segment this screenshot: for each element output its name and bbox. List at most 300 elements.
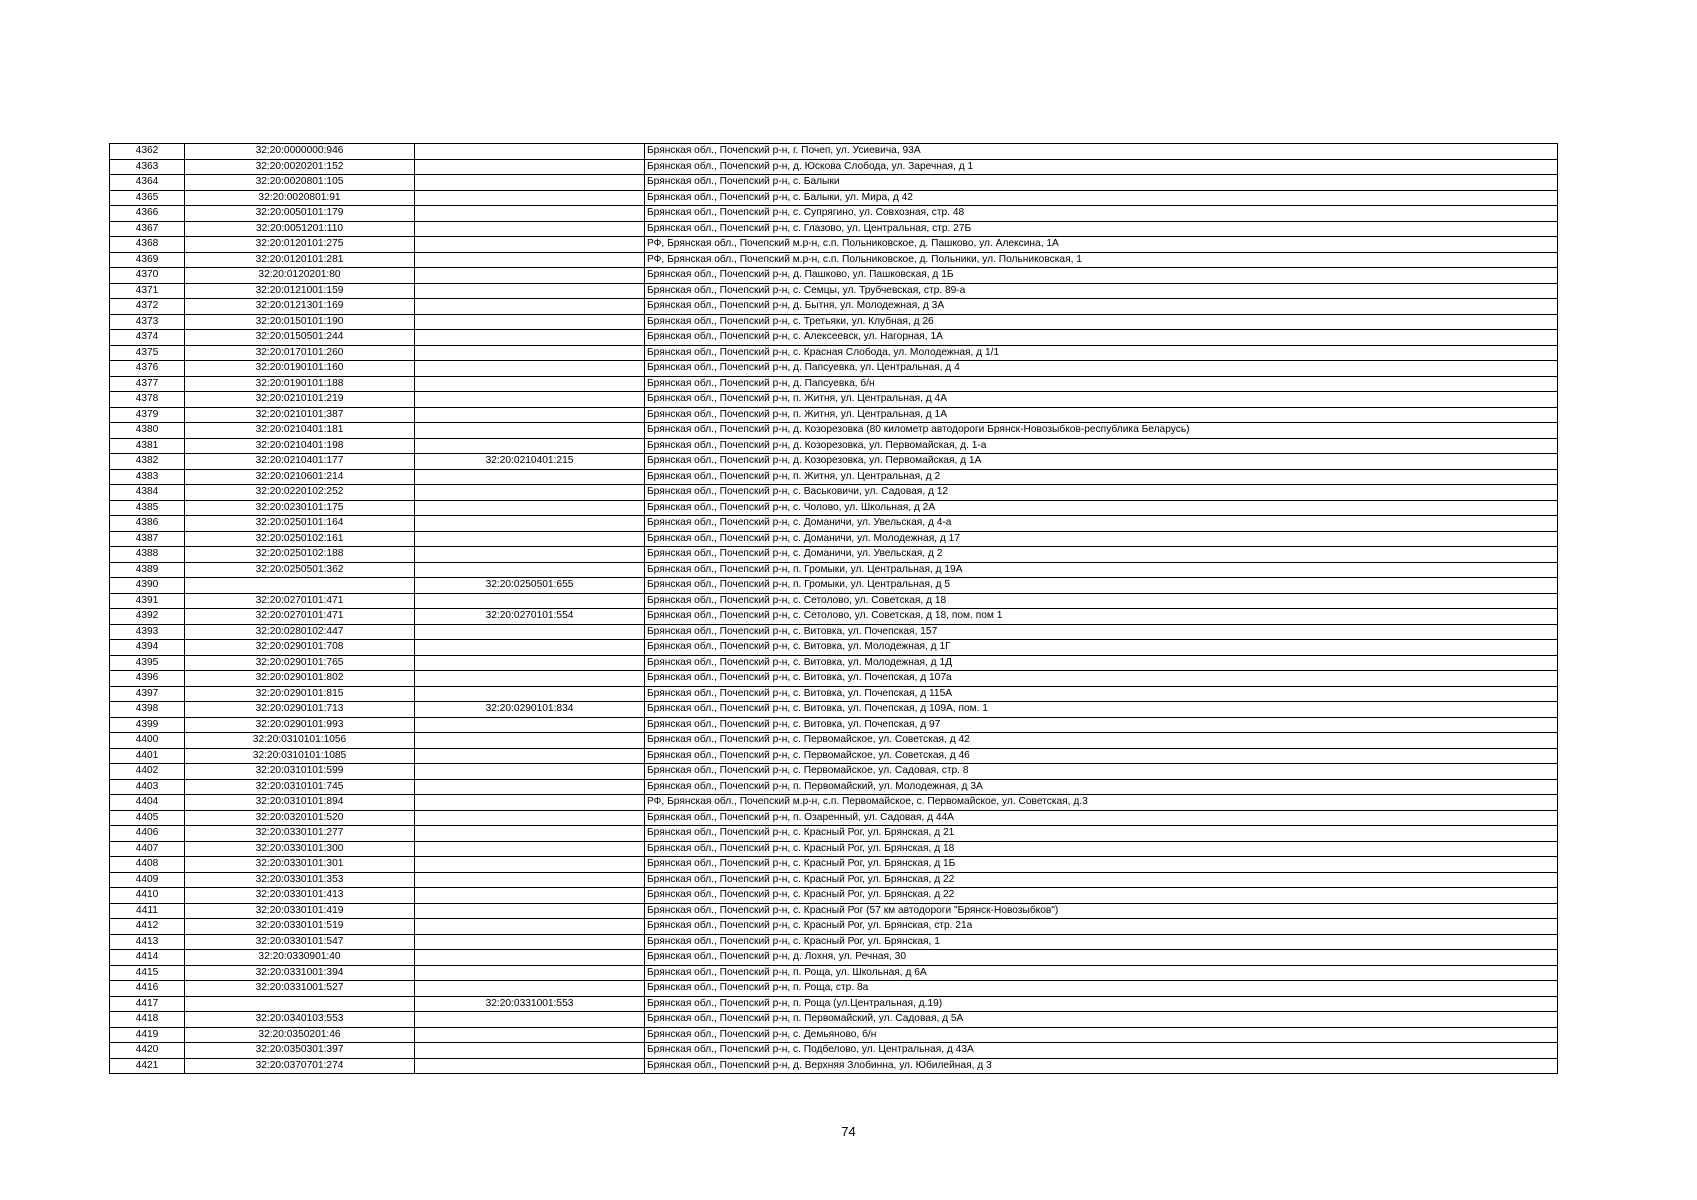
cadastral-number-cell: 32:20:0121301:169 — [185, 299, 415, 315]
cadastral-number-cell: 32:20:0050101:179 — [185, 206, 415, 222]
cadastral-number-cell: 32:20:0121001:159 — [185, 283, 415, 299]
related-cadastral-number-cell — [415, 1058, 645, 1074]
address-cell: Брянская обл., Почепский р-н, п. Житня, ул. Центральная, д 1А — [645, 407, 1558, 423]
address-cell: Брянская обл., Почепский р-н, п. Роща (ул.Центральная, д.19) — [645, 996, 1558, 1012]
table-row — [110, 903, 1558, 919]
table-row — [110, 376, 1558, 392]
related-cadastral-number-cell: 32:20:0331001:553 — [415, 996, 645, 1012]
address-cell: Брянская обл., Почепский р-н, с. Красный Рог, ул. Брянская, д 18 — [645, 841, 1558, 857]
address-cell: Брянская обл., Почепский р-н, с. Алексеевск, ул. Нагорная, 1А — [645, 330, 1558, 346]
cadastral-number-cell: 32:20:0020801:91 — [185, 190, 415, 206]
related-cadastral-number-cell — [415, 345, 645, 361]
address-cell: Брянская обл., Почепский р-н, д. Папсуевка, б/н — [645, 376, 1558, 392]
cadastral-number-cell: 32:20:0220102:252 — [185, 485, 415, 501]
address-cell: Брянская обл., Почепский р-н, с. Подбелово, ул. Центральная, д 43А — [645, 1043, 1558, 1059]
related-cadastral-number-cell — [415, 934, 645, 950]
row-number-cell: 4404 — [110, 795, 185, 811]
cadastral-number-cell: 32:20:0370701:274 — [185, 1058, 415, 1074]
row-number-cell: 4412 — [110, 919, 185, 935]
cadastral-number-cell: 32:20:0331001:394 — [185, 965, 415, 981]
table-row — [110, 872, 1558, 888]
related-cadastral-number-cell — [415, 779, 645, 795]
related-cadastral-number-cell — [415, 500, 645, 516]
cadastral-number-cell: 32:20:0330101:519 — [185, 919, 415, 935]
address-cell: Брянская обл., Почепский р-н, с. Чолово, ул. Школьная, д 2А — [645, 500, 1558, 516]
address-cell: Брянская обл., Почепский р-н, с. Первомайское, ул. Советская, д 46 — [645, 748, 1558, 764]
row-number-cell: 4405 — [110, 810, 185, 826]
address-cell: Брянская обл., Почепский р-н, с. Балыки — [645, 175, 1558, 191]
cadastral-number-cell: 32:20:0051201:110 — [185, 221, 415, 237]
address-cell: Брянская обл., Почепский р-н, с. Красный Рог, ул. Брянская, д 21 — [645, 826, 1558, 842]
table-row — [110, 314, 1558, 330]
cadastral-number-cell: 32:20:0250101:164 — [185, 516, 415, 532]
address-cell: Брянская обл., Почепский р-н, д. Верхняя Злобинна, ул. Юбилейная, д 3 — [645, 1058, 1558, 1074]
cadastral-number-cell: 32:20:0150101:190 — [185, 314, 415, 330]
related-cadastral-number-cell — [415, 531, 645, 547]
address-cell: Брянская обл., Почепский р-н, п. Первомайский, ул. Молодежная, д 3А — [645, 779, 1558, 795]
related-cadastral-number-cell — [415, 190, 645, 206]
related-cadastral-number-cell — [415, 640, 645, 656]
cadastral-number-cell: 32:20:0290101:993 — [185, 717, 415, 733]
address-cell: Брянская обл., Почепский р-н, п. Первомайский, ул. Садовая, д 5А — [645, 1012, 1558, 1028]
row-number-cell: 4391 — [110, 593, 185, 609]
table-row — [110, 438, 1558, 454]
cadastral-number-cell — [185, 996, 415, 1012]
table-row — [110, 1058, 1558, 1074]
address-cell: Брянская обл., Почепский р-н, с. Семцы, ул. Трубчевская, стр. 89-а — [645, 283, 1558, 299]
cadastral-number-cell: 32:20:0230101:175 — [185, 500, 415, 516]
table-row — [110, 345, 1558, 361]
address-cell: Брянская обл., Почепский р-н, с. Витовка, ул. Почепская, 157 — [645, 624, 1558, 640]
property-register-table — [109, 143, 1558, 1074]
row-number-cell: 4397 — [110, 686, 185, 702]
page-number: 74 — [841, 1124, 856, 1139]
related-cadastral-number-cell — [415, 1027, 645, 1043]
row-number-cell: 4371 — [110, 283, 185, 299]
cadastral-number-cell: 32:20:0330101:547 — [185, 934, 415, 950]
cadastral-number-cell: 32:20:0120201:80 — [185, 268, 415, 284]
row-number-cell: 4379 — [110, 407, 185, 423]
related-cadastral-number-cell — [415, 237, 645, 253]
related-cadastral-number-cell — [415, 423, 645, 439]
related-cadastral-number-cell — [415, 144, 645, 160]
related-cadastral-number-cell — [415, 686, 645, 702]
related-cadastral-number-cell — [415, 1043, 645, 1059]
address-cell: Брянская обл., Почепский р-н, с. Красный Рог, ул. Брянская, 1 — [645, 934, 1558, 950]
row-number-cell: 4392 — [110, 609, 185, 625]
address-cell: Брянская обл., Почепский р-н, с. Супрягино, ул. Совхозная, стр. 48 — [645, 206, 1558, 222]
row-number-cell: 4382 — [110, 454, 185, 470]
row-number-cell: 4408 — [110, 857, 185, 873]
related-cadastral-number-cell: 32:20:0210401:215 — [415, 454, 645, 470]
address-cell: Брянская обл., Почепский р-н, п. Роща, стр. 8а — [645, 981, 1558, 997]
cadastral-number-cell: 32:20:0331001:527 — [185, 981, 415, 997]
related-cadastral-number-cell: 32:20:0250501:655 — [415, 578, 645, 594]
table-row — [110, 206, 1558, 222]
table-row — [110, 500, 1558, 516]
address-cell: РФ, Брянская обл., Почепский м.р-н, с.п. Польниковское, д. Польники, ул. Польниковская, 1 — [645, 252, 1558, 268]
address-cell: Брянская обл., Почепский р-н, с. Красная Слобода, ул. Молодежная, д 1/1 — [645, 345, 1558, 361]
address-cell: Брянская обл., Почепский р-н, д. Папсуевка, ул. Центральная, д 4 — [645, 361, 1558, 377]
table-row — [110, 810, 1558, 826]
address-cell: Брянская обл., Почепский р-н, д. Козорезовка, ул. Первомайская, д. 1-а — [645, 438, 1558, 454]
row-number-cell: 4369 — [110, 252, 185, 268]
cadastral-number-cell: 32:20:0330901:40 — [185, 950, 415, 966]
table-row — [110, 175, 1558, 191]
related-cadastral-number-cell — [415, 175, 645, 191]
table-row — [110, 237, 1558, 253]
cadastral-number-cell: 32:20:0270101:471 — [185, 593, 415, 609]
address-cell: Брянская обл., Почепский р-н, с. Красный Рог (57 км автодороги "Брянск-Новозыбков") — [645, 903, 1558, 919]
table-row — [110, 717, 1558, 733]
table-row — [110, 764, 1558, 780]
related-cadastral-number-cell — [415, 268, 645, 284]
table-row — [110, 934, 1558, 950]
row-number-cell: 4416 — [110, 981, 185, 997]
row-number-cell: 4389 — [110, 562, 185, 578]
table-row — [110, 1027, 1558, 1043]
row-number-cell: 4393 — [110, 624, 185, 640]
table-row — [110, 547, 1558, 563]
address-cell: Брянская обл., Почепский р-н, с. Красный Рог, ул. Брянская, д 22 — [645, 888, 1558, 904]
table-row — [110, 516, 1558, 532]
row-number-cell: 4363 — [110, 159, 185, 175]
related-cadastral-number-cell: 32:20:0270101:554 — [415, 609, 645, 625]
address-cell: Брянская обл., Почепский р-н, с. Витовка, ул. Почепская, д 107а — [645, 671, 1558, 687]
address-cell: Брянская обл., Почепский р-н, с. Демьяново, б/н — [645, 1027, 1558, 1043]
row-number-cell: 4418 — [110, 1012, 185, 1028]
cadastral-number-cell: 32:20:0310101:745 — [185, 779, 415, 795]
table-row — [110, 190, 1558, 206]
related-cadastral-number-cell — [415, 872, 645, 888]
related-cadastral-number-cell — [415, 810, 645, 826]
related-cadastral-number-cell — [415, 469, 645, 485]
address-cell: Брянская обл., Почепский р-н, п. Роща, ул. Школьная, д 6А — [645, 965, 1558, 981]
table-row — [110, 655, 1558, 671]
related-cadastral-number-cell — [415, 252, 645, 268]
address-cell: Брянская обл., Почепский р-н, с. Первомайское, ул. Садовая, стр. 8 — [645, 764, 1558, 780]
row-number-cell: 4377 — [110, 376, 185, 392]
cadastral-number-cell — [185, 578, 415, 594]
cadastral-number-cell: 32:20:0020801:105 — [185, 175, 415, 191]
row-number-cell: 4403 — [110, 779, 185, 795]
table-row — [110, 671, 1558, 687]
row-number-cell: 4394 — [110, 640, 185, 656]
address-cell: Брянская обл., Почепский р-н, с. Васьковичи, ул. Садовая, д 12 — [645, 485, 1558, 501]
cadastral-number-cell: 32:20:0150501:244 — [185, 330, 415, 346]
row-number-cell: 4381 — [110, 438, 185, 454]
related-cadastral-number-cell — [415, 562, 645, 578]
row-number-cell: 4376 — [110, 361, 185, 377]
row-number-cell: 4384 — [110, 485, 185, 501]
table-row — [110, 702, 1558, 718]
row-number-cell: 4401 — [110, 748, 185, 764]
cadastral-number-cell: 32:20:0330101:419 — [185, 903, 415, 919]
row-number-cell: 4385 — [110, 500, 185, 516]
related-cadastral-number-cell — [415, 1012, 645, 1028]
related-cadastral-number-cell — [415, 206, 645, 222]
related-cadastral-number-cell — [415, 407, 645, 423]
cadastral-number-cell: 32:20:0330101:413 — [185, 888, 415, 904]
address-cell: Брянская обл., Почепский р-н, с. Доманичи, ул. Молодежная, д 17 — [645, 531, 1558, 547]
address-cell: РФ, Брянская обл., Почепский м.р-н, с.п. Польниковское, д. Пашково, ул. Алексина, 1А — [645, 237, 1558, 253]
row-number-cell: 4372 — [110, 299, 185, 315]
table-row — [110, 392, 1558, 408]
related-cadastral-number-cell — [415, 314, 645, 330]
cadastral-number-cell: 32:20:0250102:161 — [185, 531, 415, 547]
cadastral-number-cell: 32:20:0270101:471 — [185, 609, 415, 625]
row-number-cell: 4410 — [110, 888, 185, 904]
related-cadastral-number-cell — [415, 841, 645, 857]
cadastral-number-cell: 32:20:0120101:281 — [185, 252, 415, 268]
table-row — [110, 857, 1558, 873]
cadastral-number-cell: 32:20:0310101:599 — [185, 764, 415, 780]
address-cell: Брянская обл., Почепский р-н, д. Лохня, ул. Речная, 30 — [645, 950, 1558, 966]
address-cell: Брянская обл., Почепский р-н, д. Бытня, ул. Молодежная, д 3А — [645, 299, 1558, 315]
table-row — [110, 454, 1558, 470]
row-number-cell: 4420 — [110, 1043, 185, 1059]
address-cell: РФ, Брянская обл., Почепский м.р-н, с.п. Первомайское, с. Первомайское, ул. Советская, д.3 — [645, 795, 1558, 811]
row-number-cell: 4368 — [110, 237, 185, 253]
row-number-cell: 4370 — [110, 268, 185, 284]
row-number-cell: 4373 — [110, 314, 185, 330]
cadastral-number-cell: 32:20:0330101:300 — [185, 841, 415, 857]
related-cadastral-number-cell — [415, 159, 645, 175]
address-cell: Брянская обл., Почепский р-н, с. Третьяки, ул. Клубная, д 26 — [645, 314, 1558, 330]
related-cadastral-number-cell — [415, 919, 645, 935]
row-number-cell: 4375 — [110, 345, 185, 361]
table-row — [110, 299, 1558, 315]
related-cadastral-number-cell: 32:20:0290101:834 — [415, 702, 645, 718]
cadastral-number-cell: 32:20:0170101:260 — [185, 345, 415, 361]
cadastral-number-cell: 32:20:0330101:301 — [185, 857, 415, 873]
row-number-cell: 4380 — [110, 423, 185, 439]
related-cadastral-number-cell — [415, 888, 645, 904]
related-cadastral-number-cell — [415, 392, 645, 408]
row-number-cell: 4365 — [110, 190, 185, 206]
cadastral-number-cell: 32:20:0020201:152 — [185, 159, 415, 175]
table-row — [110, 469, 1558, 485]
cadastral-number-cell: 32:20:0330101:277 — [185, 826, 415, 842]
row-number-cell: 4399 — [110, 717, 185, 733]
address-cell: Брянская обл., Почепский р-н, п. Житня, ул. Центральная, д 2 — [645, 469, 1558, 485]
row-number-cell: 4383 — [110, 469, 185, 485]
row-number-cell: 4395 — [110, 655, 185, 671]
address-cell: Брянская обл., Почепский р-н, д. Пашково, ул. Пашковская, д 1Б — [645, 268, 1558, 284]
related-cadastral-number-cell — [415, 965, 645, 981]
related-cadastral-number-cell — [415, 547, 645, 563]
cadastral-number-cell: 32:20:0210601:214 — [185, 469, 415, 485]
address-cell: Брянская обл., Почепский р-н, с. Доманичи, ул. Увельская, д 4-а — [645, 516, 1558, 532]
cadastral-number-cell: 32:20:0210401:177 — [185, 454, 415, 470]
cadastral-number-cell: 32:20:0210401:181 — [185, 423, 415, 439]
row-number-cell: 4413 — [110, 934, 185, 950]
address-cell: Брянская обл., Почепский р-н, с. Красный Рог, ул. Брянская, стр. 21а — [645, 919, 1558, 935]
related-cadastral-number-cell — [415, 299, 645, 315]
cadastral-number-cell: 32:20:0210401:198 — [185, 438, 415, 454]
table-body — [110, 144, 1558, 1074]
row-number-cell: 4402 — [110, 764, 185, 780]
address-cell: Брянская обл., Почепский р-н, с. Балыки, ул. Мира, д 42 — [645, 190, 1558, 206]
related-cadastral-number-cell — [415, 516, 645, 532]
table-row — [110, 361, 1558, 377]
cadastral-number-cell: 32:20:0340103:553 — [185, 1012, 415, 1028]
table-row — [110, 748, 1558, 764]
related-cadastral-number-cell — [415, 950, 645, 966]
table-row — [110, 965, 1558, 981]
address-cell: Брянская обл., Почепский р-н, г. Почеп, ул. Усиевича, 93А — [645, 144, 1558, 160]
address-cell: Брянская обл., Почепский р-н, с. Глазово, ул. Центральная, стр. 27Б — [645, 221, 1558, 237]
address-cell: Брянская обл., Почепский р-н, с. Красный Рог, ул. Брянская, д 1Б — [645, 857, 1558, 873]
related-cadastral-number-cell — [415, 717, 645, 733]
related-cadastral-number-cell — [415, 330, 645, 346]
row-number-cell: 4378 — [110, 392, 185, 408]
table-row — [110, 283, 1558, 299]
table-row — [110, 407, 1558, 423]
table-row — [110, 733, 1558, 749]
table-row — [110, 779, 1558, 795]
address-cell: Брянская обл., Почепский р-н, д. Юскова Слобода, ул. Заречная, д 1 — [645, 159, 1558, 175]
address-cell: Брянская обл., Почепский р-н, д. Козорезовка (80 километр автодороги Брянск-Новозыбков-республика Беларусь) — [645, 423, 1558, 439]
cadastral-number-cell: 32:20:0000000:946 — [185, 144, 415, 160]
row-number-cell: 4411 — [110, 903, 185, 919]
row-number-cell: 4387 — [110, 531, 185, 547]
table-row — [110, 252, 1558, 268]
address-cell: Брянская обл., Почепский р-н, с. Витовка, ул. Почепская, д 115А — [645, 686, 1558, 702]
cadastral-number-cell: 32:20:0210101:219 — [185, 392, 415, 408]
cadastral-number-cell: 32:20:0330101:353 — [185, 872, 415, 888]
cadastral-number-cell: 32:20:0250102:188 — [185, 547, 415, 563]
table-row — [110, 996, 1558, 1012]
row-number-cell: 4417 — [110, 996, 185, 1012]
address-cell: Брянская обл., Почепский р-н, п. Озаренный, ул. Садовая, д 44А — [645, 810, 1558, 826]
table-row — [110, 330, 1558, 346]
table-row — [110, 221, 1558, 237]
table-row — [110, 531, 1558, 547]
cadastral-number-cell: 32:20:0290101:765 — [185, 655, 415, 671]
address-cell: Брянская обл., Почепский р-н, с. Витовка, ул. Почепская, д 109А, пом. 1 — [645, 702, 1558, 718]
related-cadastral-number-cell — [415, 655, 645, 671]
cadastral-number-cell: 32:20:0310101:894 — [185, 795, 415, 811]
cadastral-number-cell: 32:20:0210101:387 — [185, 407, 415, 423]
related-cadastral-number-cell — [415, 438, 645, 454]
row-number-cell: 4386 — [110, 516, 185, 532]
address-cell: Брянская обл., Почепский р-н, с. Сетолово, ул. Советская, д 18 — [645, 593, 1558, 609]
related-cadastral-number-cell — [415, 624, 645, 640]
related-cadastral-number-cell — [415, 283, 645, 299]
cadastral-number-cell: 32:20:0350201:46 — [185, 1027, 415, 1043]
address-cell: Брянская обл., Почепский р-н, п. Громыки, ул. Центральная, д 5 — [645, 578, 1558, 594]
table-row — [110, 888, 1558, 904]
row-number-cell: 4409 — [110, 872, 185, 888]
row-number-cell: 4374 — [110, 330, 185, 346]
related-cadastral-number-cell — [415, 485, 645, 501]
cadastral-number-cell: 32:20:0190101:188 — [185, 376, 415, 392]
cadastral-number-cell: 32:20:0250501:362 — [185, 562, 415, 578]
related-cadastral-number-cell — [415, 857, 645, 873]
related-cadastral-number-cell — [415, 826, 645, 842]
table-row — [110, 578, 1558, 594]
table-row — [110, 795, 1558, 811]
row-number-cell: 4364 — [110, 175, 185, 191]
cadastral-number-cell: 32:20:0120101:275 — [185, 237, 415, 253]
related-cadastral-number-cell — [415, 748, 645, 764]
table-row — [110, 950, 1558, 966]
cadastral-number-cell: 32:20:0190101:160 — [185, 361, 415, 377]
table-row — [110, 841, 1558, 857]
cadastral-number-cell: 32:20:0290101:802 — [185, 671, 415, 687]
table-row — [110, 609, 1558, 625]
row-number-cell: 4362 — [110, 144, 185, 160]
related-cadastral-number-cell — [415, 764, 645, 780]
row-number-cell: 4367 — [110, 221, 185, 237]
row-number-cell: 4419 — [110, 1027, 185, 1043]
related-cadastral-number-cell — [415, 593, 645, 609]
table-row — [110, 640, 1558, 656]
table-row — [110, 624, 1558, 640]
row-number-cell: 4421 — [110, 1058, 185, 1074]
row-number-cell: 4406 — [110, 826, 185, 842]
table-row — [110, 1012, 1558, 1028]
related-cadastral-number-cell — [415, 671, 645, 687]
table-row — [110, 144, 1558, 160]
row-number-cell: 4398 — [110, 702, 185, 718]
related-cadastral-number-cell — [415, 221, 645, 237]
row-number-cell: 4388 — [110, 547, 185, 563]
table-row — [110, 826, 1558, 842]
row-number-cell: 4414 — [110, 950, 185, 966]
table-row — [110, 1043, 1558, 1059]
cadastral-number-cell: 32:20:0290101:708 — [185, 640, 415, 656]
address-cell: Брянская обл., Почепский р-н, п. Громыки, ул. Центральная, д 19А — [645, 562, 1558, 578]
cadastral-number-cell: 32:20:0310101:1056 — [185, 733, 415, 749]
table-row — [110, 423, 1558, 439]
table-row — [110, 562, 1558, 578]
address-cell: Брянская обл., Почепский р-н, с. Красный Рог, ул. Брянская, д 22 — [645, 872, 1558, 888]
address-cell: Брянская обл., Почепский р-н, п. Житня, ул. Центральная, д 4А — [645, 392, 1558, 408]
table-row — [110, 268, 1558, 284]
table-row — [110, 159, 1558, 175]
cadastral-number-cell: 32:20:0290101:713 — [185, 702, 415, 718]
row-number-cell: 4390 — [110, 578, 185, 594]
related-cadastral-number-cell — [415, 361, 645, 377]
table-row — [110, 686, 1558, 702]
related-cadastral-number-cell — [415, 981, 645, 997]
address-cell: Брянская обл., Почепский р-н, с. Витовка, ул. Молодежная, д 1Д — [645, 655, 1558, 671]
cadastral-number-cell: 32:20:0290101:815 — [185, 686, 415, 702]
table-row — [110, 593, 1558, 609]
related-cadastral-number-cell — [415, 733, 645, 749]
table-row — [110, 981, 1558, 997]
address-cell: Брянская обл., Почепский р-н, с. Доманичи, ул. Увельская, д 2 — [645, 547, 1558, 563]
table-row — [110, 919, 1558, 935]
cadastral-number-cell: 32:20:0350301:397 — [185, 1043, 415, 1059]
address-cell: Брянская обл., Почепский р-н, с. Витовка, ул. Почепская, д 97 — [645, 717, 1558, 733]
address-cell: Брянская обл., Почепский р-н, с. Витовка, ул. Молодежная, д 1Г — [645, 640, 1558, 656]
row-number-cell: 4396 — [110, 671, 185, 687]
address-cell: Брянская обл., Почепский р-н, д. Козорезовка, ул. Первомайская, д 1А — [645, 454, 1558, 470]
related-cadastral-number-cell — [415, 376, 645, 392]
address-cell: Брянская обл., Почепский р-н, с. Сетолово, ул. Советская, д 18, пом. пом 1 — [645, 609, 1558, 625]
cadastral-number-cell: 32:20:0310101:1085 — [185, 748, 415, 764]
row-number-cell: 4366 — [110, 206, 185, 222]
cadastral-number-cell: 32:20:0280102:447 — [185, 624, 415, 640]
cadastral-number-cell: 32:20:0320101:520 — [185, 810, 415, 826]
related-cadastral-number-cell — [415, 903, 645, 919]
row-number-cell: 4407 — [110, 841, 185, 857]
table-row — [110, 485, 1558, 501]
related-cadastral-number-cell — [415, 795, 645, 811]
